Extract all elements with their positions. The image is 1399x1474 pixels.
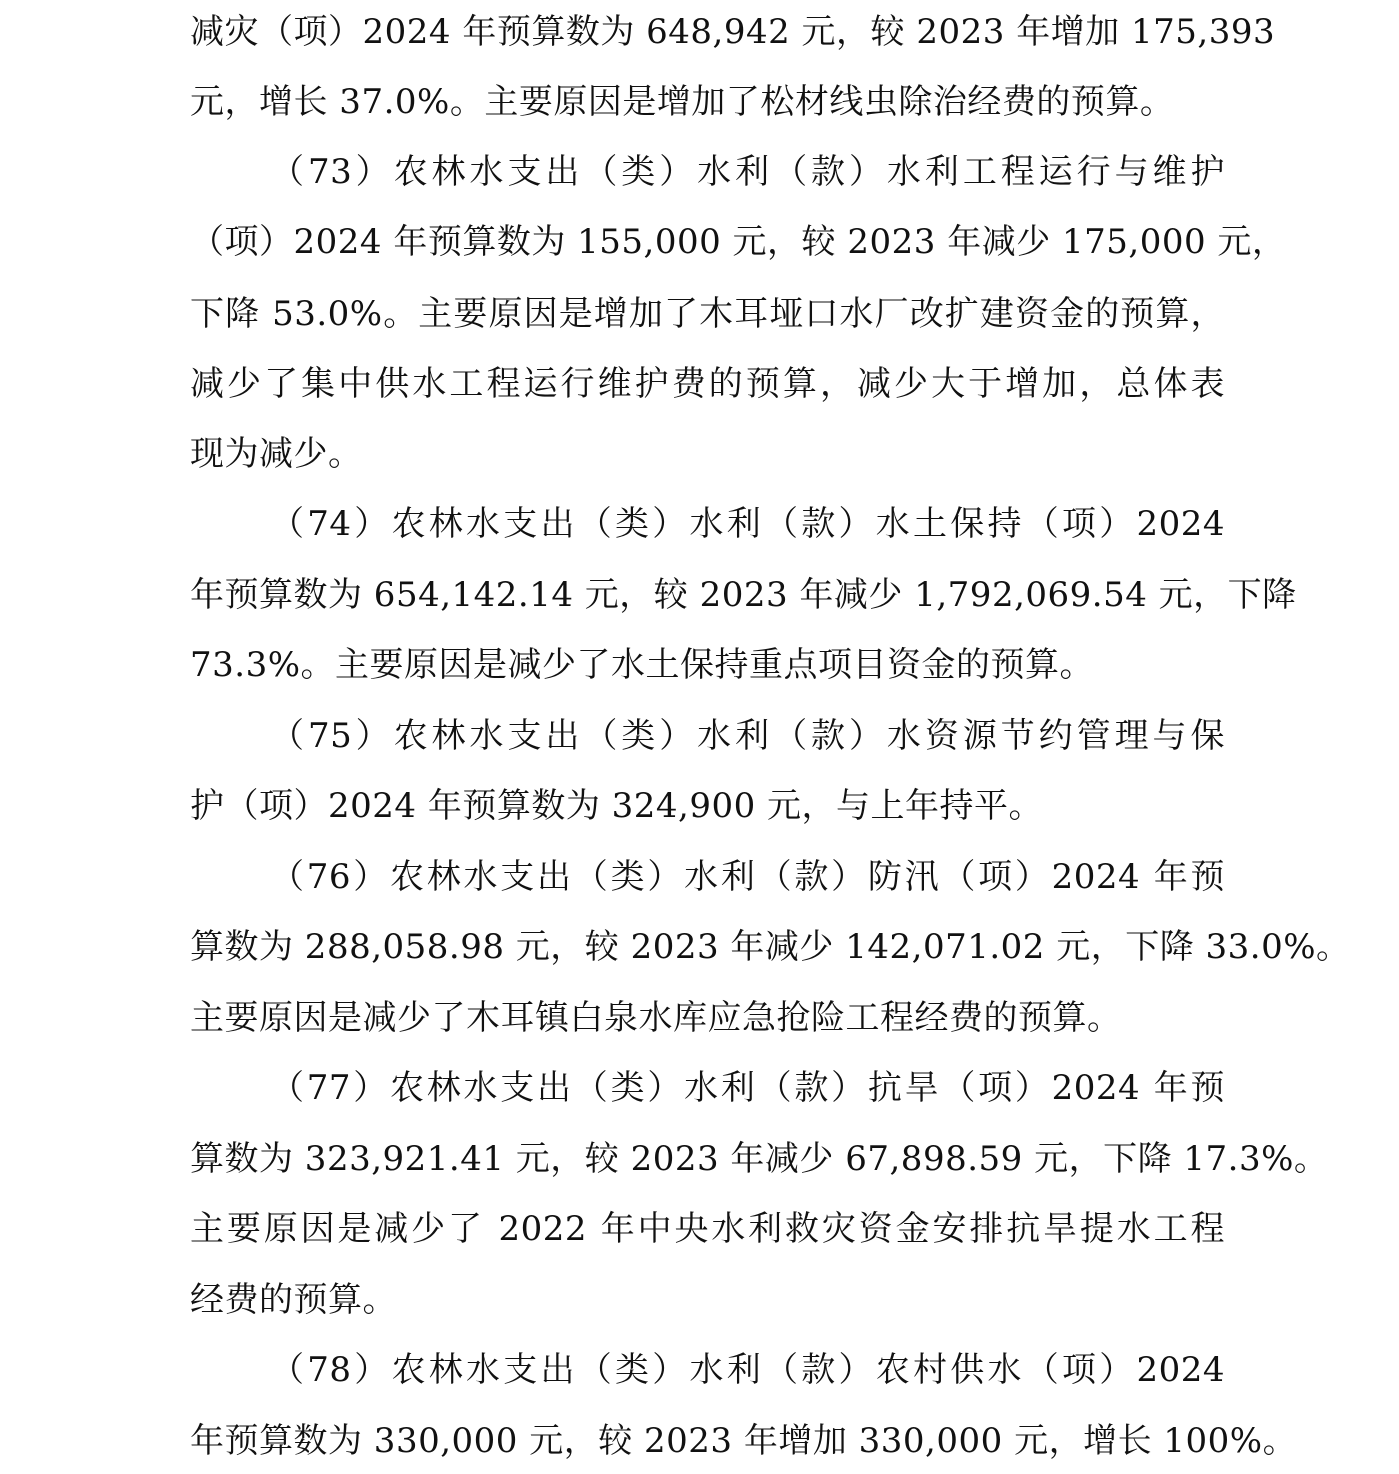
text-line: 73.3%。主要原因是减少了水土保持重点项目资金的预算。 [190, 645, 1095, 685]
text-line: 减少了集中供水工程运行维护费的预算，减少大于增加，总体表 [190, 364, 1225, 404]
text-line: 元，增长 37.0%。主要原因是增加了松材线虫除治经费的预算。 [190, 82, 1175, 122]
paragraph-heading-73: （73）农林水支出（类）水利（款）水利工程运行与维护 [270, 152, 1225, 192]
text-line: 主要原因是减少了木耳镇白泉水库应急抢险工程经费的预算。 [190, 998, 1122, 1038]
text-line: 年预算数为 654,142.14 元，较 2023 年减少 1,792,069.54 元，下降 [190, 575, 1297, 615]
text-line: 算数为 323,921.41 元，较 2023 年减少 67,898.59 元，下降 17.3%。 [190, 1139, 1329, 1179]
paragraph-heading-74: （74）农林水支出（类）水利（款）水土保持（项）2024 [270, 504, 1225, 544]
paragraph-heading-78: （78）农林水支出（类）水利（款）农村供水（项）2024 [270, 1350, 1225, 1390]
text-line: （项）2024 年预算数为 155,000 元，较 2023 年减少 175,000 元， [190, 222, 1287, 262]
text-line: 护（项）2024 年预算数为 324,900 元，与上年持平。 [190, 786, 1044, 826]
paragraph-heading-75: （75）农林水支出（类）水利（款）水资源节约管理与保 [270, 716, 1225, 756]
paragraph-heading-76: （76）农林水支出（类）水利（款）防汛（项）2024 年预 [270, 857, 1225, 897]
text-line: 算数为 288,058.98 元，较 2023 年减少 142,071.02 元，下降 33.0%。 [190, 927, 1351, 967]
text-line: 下降 53.0%。主要原因是增加了木耳垭口水厂改扩建资金的预算， [190, 294, 1225, 334]
text-line: 主要原因是减少了 2022 年中央水利救灾资金安排抗旱提水工程 [190, 1209, 1225, 1249]
text-line: 年预算数为 330,000 元，较 2023 年增加 330,000 元，增长 100%。 [190, 1421, 1298, 1461]
text-line: 经费的预算。 [190, 1280, 397, 1320]
text-line: 现为减少。 [190, 434, 363, 474]
text-line: 减灾（项）2024 年预算数为 648,942 元，较 2023 年增加 175,393 [190, 12, 1276, 52]
paragraph-heading-77: （77）农林水支出（类）水利（款）抗旱（项）2024 年预 [270, 1068, 1225, 1108]
